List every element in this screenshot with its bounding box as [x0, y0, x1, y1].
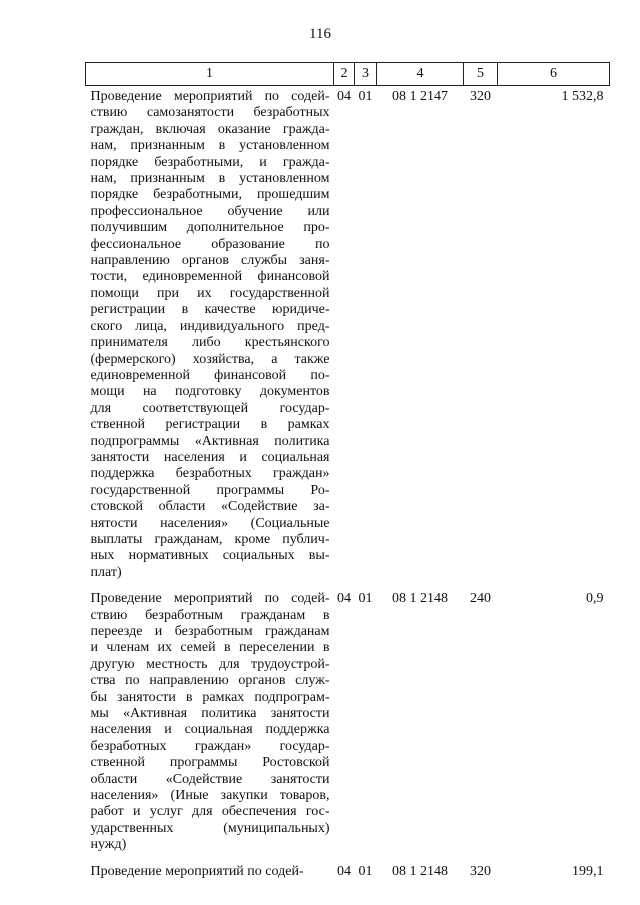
column-header-5: 5: [464, 63, 498, 86]
description-line: Проведение мероприятий по содей-: [90, 591, 330, 607]
description-line: направлению органов службы заня-: [90, 253, 330, 269]
target-article-code: 08 1 2148: [392, 863, 448, 879]
description-line: занятости населения и социальная: [90, 449, 330, 465]
amount: 1 532,8: [561, 89, 604, 104]
description-line: нам, признанным в установленном: [90, 138, 330, 154]
budget-table: [85, 62, 610, 887]
description-line: государственной программы Ро-: [90, 482, 330, 498]
description-line: ского лица, индивидуального пред-: [90, 318, 330, 334]
description-line: населения и социальная поддержка: [90, 722, 330, 738]
expense-type-code: 240: [470, 591, 491, 607]
table-row: [86, 86, 610, 589]
description-line: плат): [90, 564, 122, 580]
description-line: Проведение мероприятий по содей-: [90, 89, 330, 104]
row-description: [86, 861, 334, 887]
description-line: ствию самозанятости безработных: [90, 105, 330, 121]
table-row: [86, 861, 610, 887]
description-line: населения» (Иные закупки товаров,: [90, 788, 330, 804]
description-line: мощи на подготовку документов: [90, 384, 330, 400]
expense-type-code: 320: [470, 863, 491, 879]
column-header-4: 4: [377, 63, 464, 86]
target-article-code: 08 1 2148: [392, 591, 448, 607]
description-line: порядке безработными, и гражда-: [90, 154, 330, 170]
description-line: граждан, включая оказание гражда-: [90, 121, 330, 137]
description-line: ственной регистрации в рамках: [90, 417, 330, 433]
column-header-2: 2: [334, 63, 355, 86]
subsection-code: 01: [358, 89, 373, 104]
description-line: для соответствующей государ-: [90, 400, 330, 416]
description-line: стовской области «Содействие за-: [90, 499, 330, 515]
amount: 0,9: [586, 591, 604, 607]
description-line: переезде и безработным гражданам: [90, 624, 330, 639]
description-line: подпрограммы «Активная политика: [90, 433, 330, 449]
description-line: ных нормативных социальных вы-: [90, 548, 330, 564]
description-line: получившим дополнительное про-: [90, 220, 330, 236]
description-line: фессиональное образование по: [90, 236, 330, 252]
description-line: области «Содействие занятости: [90, 771, 330, 787]
description-line: и членам их семей в переселении в: [90, 640, 330, 656]
row-description: [86, 588, 334, 861]
description-line: порядке безработными, прошедшим: [90, 187, 330, 203]
description-line: нятости населения» (Социальные: [90, 515, 330, 531]
description-line: профессиональное обучение или: [90, 203, 330, 219]
header-row: [86, 63, 610, 86]
expense-type-code: 320: [470, 89, 491, 104]
description-line: принимателя либо крестьянского: [90, 335, 330, 351]
description-line: мы «Активная политика занятости: [90, 706, 330, 722]
description-line: тости, единовременной финансовой: [90, 269, 330, 285]
description-line: другую местность для трудоустрой-: [90, 656, 330, 672]
description-line: ударственных (муниципальных): [90, 820, 330, 836]
description-line: ствию безработным гражданам в: [90, 607, 330, 623]
column-header-3: 3: [355, 63, 377, 86]
table-row: [86, 588, 610, 861]
description-line: помощи при их государственной: [90, 285, 330, 301]
section-code: 04: [337, 591, 351, 607]
subsection-code: 01: [358, 591, 373, 607]
description-line: (фермерского) хозяйства, а также: [90, 351, 330, 367]
subsection-code: 01: [358, 863, 373, 879]
page-number: 116: [309, 26, 331, 42]
description-line: ственной программы Ростовской: [90, 755, 330, 771]
table-body: [86, 86, 610, 888]
description-line: единовременной финансовой по-: [90, 367, 330, 383]
description-line: ства по направлению органов служ-: [90, 673, 330, 689]
description-line: нужд): [90, 837, 127, 853]
description-line: нам, признанным в установленном: [90, 171, 330, 187]
description-line: работ и услуг для обеспечения гос-: [90, 804, 330, 820]
target-article-code: 08 1 2147: [392, 89, 448, 104]
description-line: безработных граждан» государ-: [90, 738, 330, 754]
description-line: выплаты гражданам, кроме публич-: [90, 531, 330, 547]
amount: 199,1: [572, 863, 604, 879]
description-line: бы занятости в рамках подпрограм-: [90, 689, 330, 705]
column-header-1: 1: [86, 63, 334, 86]
row-description: [86, 86, 334, 589]
description-line: Проведение мероприятий по содей-: [90, 863, 304, 879]
column-header-6: 6: [498, 63, 610, 86]
description-line: поддержка безработных граждан»: [90, 466, 330, 482]
description-line: регистрации в качестве юридиче-: [90, 302, 330, 318]
section-code: 04: [337, 863, 351, 879]
section-code: 04: [337, 89, 351, 104]
